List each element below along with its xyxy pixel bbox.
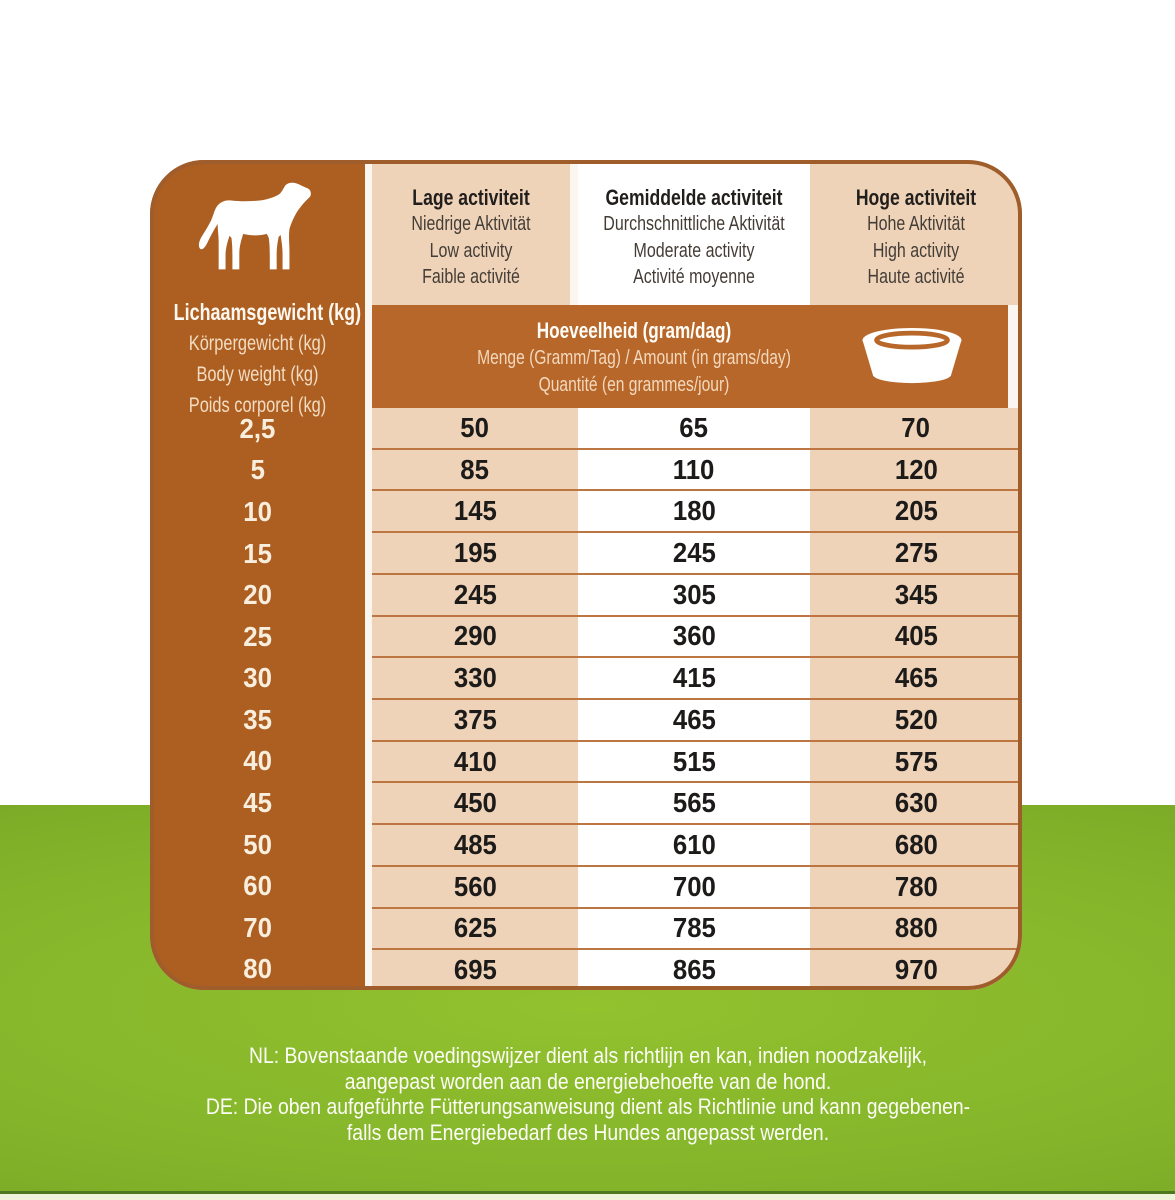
feeding-table [150,160,1022,990]
weight-values [150,408,365,990]
high-amount-cell: 520 [810,700,1022,740]
footer-line-nl-1: NL: Bovenstaande voedingswijzer dient als richtlijn en kan, indien noodzakelijk, [248,1043,927,1068]
moderate-amount-cell: 360 [578,617,810,657]
moderate-amount-cell: 180 [578,491,810,531]
low-amount-cell: 695 [372,950,578,990]
high-amount-cell: 680 [810,825,1022,865]
weight-cell: 30 [243,662,272,694]
moderate-amount-cell: 305 [578,575,810,615]
low-amount-cell: 410 [372,742,578,782]
high-amount-cell: 345 [810,575,1022,615]
amount-banner-subtitle-fr: Quantité (en grammes/jour) [538,374,730,396]
table-row [372,408,1022,448]
moderate-amount-cell: 865 [578,950,810,990]
weight-cell: 25 [243,620,272,652]
weight-cell: 45 [243,786,272,818]
weight-cell: 2,5 [239,412,276,444]
table-row [372,907,1022,949]
table-row [372,781,1022,823]
weight-cell: 15 [243,537,272,569]
moderate-activity-subtitle-de: Durchschnittliche Aktivität [603,213,785,235]
weight-column-header [150,296,365,421]
moderate-amount-cell: 610 [578,825,810,865]
low-amount-cell: 330 [372,658,578,698]
weight-column [150,160,365,990]
moderate-amount-cell: 245 [578,533,810,573]
amount-banner-subtitle-de-en: Menge (Gramm/Tag) / Amount (in grams/day) [477,347,791,369]
dog-icon [198,180,316,280]
low-activity-header [372,160,570,305]
low-amount-cell: 85 [372,450,578,490]
moderate-activity-header [578,160,810,305]
footer-note [88,1043,1088,1145]
footer-line-de-1: DE: Die oben aufgeführte Fütterungsanweisung dient als Richtlinie und kann gegebenen- [205,1094,971,1119]
high-activity-header [810,160,1022,305]
weight-cell: 10 [243,495,272,527]
weight-column-subtitle-fr: Poids corporel (kg) [188,394,327,417]
amount-banner [372,305,1008,408]
high-amount-cell: 880 [810,909,1022,949]
bowl-icon [856,323,968,389]
low-amount-cell: 625 [372,909,578,949]
moderate-amount-cell: 65 [578,408,810,448]
table-row [372,531,1022,573]
table-row [372,948,1022,990]
weight-column-subtitle-de: Körpergewicht (kg) [188,332,327,355]
amount-banner-title: Hoeveelheid (gram/dag) [536,318,732,343]
high-amount-cell: 465 [810,658,1022,698]
high-amount-cell: 120 [810,450,1022,490]
bottom-pale-strip [0,1194,1175,1200]
moderate-amount-cell: 110 [578,450,810,490]
moderate-activity-title: Gemiddelde activiteit [605,185,783,210]
weight-cell: 40 [243,745,272,777]
low-amount-cell: 50 [372,408,578,448]
low-amount-cell: 195 [372,533,578,573]
high-amount-cell: 780 [810,867,1022,907]
footer-line-de-2: falls dem Energiebedarf des Hundes angepasst werden. [346,1119,830,1145]
footer-line-nl-2: aangepast worden aan de energiebehoefte van de hond. [344,1068,832,1094]
moderate-amount-cell: 565 [578,783,810,823]
data-rows [372,408,1022,990]
low-amount-cell: 560 [372,867,578,907]
low-amount-cell: 450 [372,783,578,823]
weight-cell: 35 [243,703,272,735]
column-divider [365,160,372,990]
high-activity-title: Hoge activiteit [855,185,977,210]
high-amount-cell: 275 [810,533,1022,573]
high-activity-subtitle-en: High activity [872,239,960,262]
amount-banner-text [372,316,896,399]
table-row [372,865,1022,907]
high-activity-subtitle-de: Hohe Aktivität [867,213,965,235]
weight-cell: 80 [243,953,272,985]
moderate-amount-cell: 465 [578,700,810,740]
low-amount-cell: 145 [372,491,578,531]
weight-cell: 50 [243,828,272,860]
moderate-amount-cell: 415 [578,658,810,698]
moderate-activity-subtitle-en: Moderate activity [633,239,755,262]
moderate-amount-cell: 785 [578,909,810,949]
weight-column-subtitle-en: Body weight (kg) [196,363,319,386]
moderate-activity-subtitle-fr: Activité moyenne [633,266,755,288]
table-row [372,656,1022,698]
weight-cell: 20 [243,579,272,611]
table-row [372,740,1022,782]
weight-cell: 5 [250,454,265,486]
high-amount-cell: 205 [810,491,1022,531]
weight-cell: 70 [243,911,272,943]
low-amount-cell: 375 [372,700,578,740]
high-amount-cell: 630 [810,783,1022,823]
table-row [372,448,1022,490]
moderate-amount-cell: 515 [578,742,810,782]
high-amount-cell: 575 [810,742,1022,782]
low-activity-subtitle-de: Niedrige Aktivität [411,213,531,235]
low-activity-subtitle-en: Low activity [429,239,513,262]
high-amount-cell: 405 [810,617,1022,657]
weight-column-title: Lichaamsgewicht (kg) [173,299,362,325]
high-activity-subtitle-fr: Haute activité [867,266,965,288]
low-amount-cell: 485 [372,825,578,865]
low-activity-title: Lage activiteit [412,185,530,210]
low-amount-cell: 245 [372,575,578,615]
table-row [372,573,1022,615]
weight-cell: 60 [243,870,272,902]
high-amount-cell: 970 [810,950,1022,990]
table-row [372,489,1022,531]
low-amount-cell: 290 [372,617,578,657]
moderate-amount-cell: 700 [578,867,810,907]
table-row [372,615,1022,657]
table-row [372,698,1022,740]
low-activity-subtitle-fr: Faible activité [422,266,520,288]
high-amount-cell: 70 [810,408,1022,448]
table-row [372,823,1022,865]
